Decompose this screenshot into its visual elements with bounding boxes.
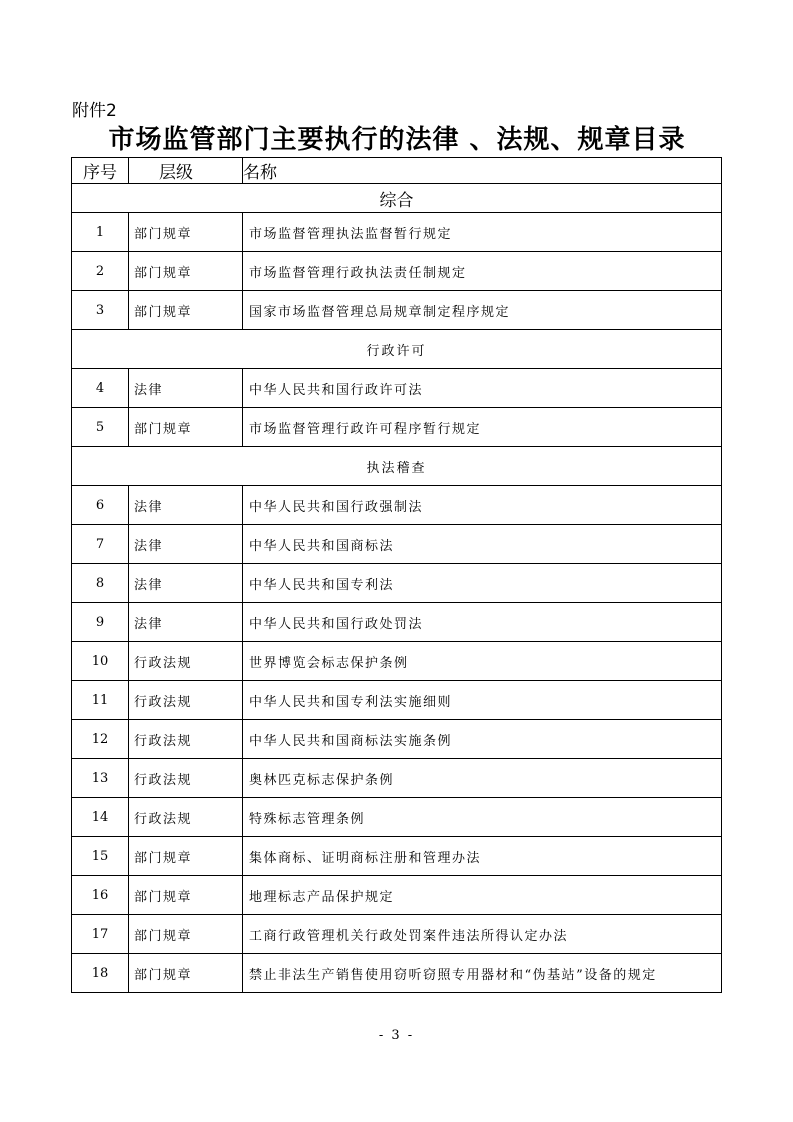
page-title: 市场监管部门主要执行的法律 、法规、规章目录 [108,125,686,155]
row-name-cell: 地理标志产品保护规定 [243,876,722,915]
row-name-cell: 工商行政管理机关行政处罚案件违法所得认定办法 [243,915,722,954]
table-body [72,184,722,993]
table-row [72,252,722,291]
regulation-catalog-table [71,157,722,993]
row-number-cell: 12 [72,720,129,759]
category-label: 执法稽查 [72,447,722,486]
table-row [72,603,722,642]
row-number-cell: 10 [72,642,129,681]
header-no: 序号 [72,158,129,184]
row-name-cell: 国家市场监督管理总局规章制定程序规定 [243,291,722,330]
row-level-cell: 行政法规 [129,720,243,759]
category-row [72,184,722,213]
row-level-cell: 法律 [129,564,243,603]
attachment-label: 附件2 [72,101,117,121]
row-number-cell: 18 [72,954,129,993]
table-row [72,564,722,603]
row-number-cell: 17 [72,915,129,954]
category-label: 行政许可 [72,330,722,369]
row-name-cell: 中华人民共和国专利法实施细则 [243,681,722,720]
row-number-cell: 11 [72,681,129,720]
row-number-cell: 14 [72,798,129,837]
row-level-cell: 部门规章 [129,954,243,993]
row-name-cell: 中华人民共和国行政处罚法 [243,603,722,642]
row-number-cell: 4 [72,369,129,408]
row-name-cell: 禁止非法生产销售使用窃听窃照专用器材和“伪基站”设备的规定 [243,954,722,993]
row-name-cell: 中华人民共和国商标法 [243,525,722,564]
header-level: 层级 [129,158,243,184]
table-row [72,291,722,330]
row-name-cell: 中华人民共和国专利法 [243,564,722,603]
row-number-cell: 16 [72,876,129,915]
table-row [72,915,722,954]
table-row [72,720,722,759]
row-level-cell: 法律 [129,525,243,564]
row-number-cell: 13 [72,759,129,798]
row-name-cell: 市场监督管理行政执法责任制规定 [243,252,722,291]
row-level-cell: 部门规章 [129,213,243,252]
row-number-cell: 7 [72,525,129,564]
row-name-cell: 奥林匹克标志保护条例 [243,759,722,798]
row-name-cell: 市场监督管理行政许可程序暂行规定 [243,408,722,447]
row-number-cell: 15 [72,837,129,876]
row-level-cell: 部门规章 [129,252,243,291]
row-level-cell: 部门规章 [129,408,243,447]
category-row [72,330,722,369]
table-row [72,759,722,798]
row-name-cell: 集体商标、证明商标注册和管理办法 [243,837,722,876]
row-level-cell: 部门规章 [129,876,243,915]
row-number-cell: 2 [72,252,129,291]
table-row [72,369,722,408]
row-level-cell: 行政法规 [129,642,243,681]
row-level-cell: 部门规章 [129,837,243,876]
row-name-cell: 世界博览会标志保护条例 [243,642,722,681]
table-row [72,642,722,681]
row-level-cell: 行政法规 [129,759,243,798]
row-number-cell: 6 [72,486,129,525]
table-row [72,681,722,720]
table-row [72,837,722,876]
row-number-cell: 8 [72,564,129,603]
table-header-row [72,158,722,184]
table-row [72,954,722,993]
row-level-cell: 行政法规 [129,798,243,837]
table-row [72,876,722,915]
row-level-cell: 法律 [129,486,243,525]
row-level-cell: 部门规章 [129,915,243,954]
page-number: - 3 - [378,1028,415,1043]
row-name-cell: 特殊标志管理条例 [243,798,722,837]
table-row [72,525,722,564]
row-level-cell: 部门规章 [129,291,243,330]
row-name-cell: 中华人民共和国行政强制法 [243,486,722,525]
row-name-cell: 中华人民共和国商标法实施条例 [243,720,722,759]
row-number-cell: 3 [72,291,129,330]
header-name: 名称 [243,158,722,184]
row-level-cell: 法律 [129,603,243,642]
category-label: 综合 [72,184,722,213]
table-row [72,486,722,525]
table-row [72,798,722,837]
table-row [72,408,722,447]
row-name-cell: 市场监督管理执法监督暂行规定 [243,213,722,252]
row-level-cell: 行政法规 [129,681,243,720]
row-level-cell: 法律 [129,369,243,408]
row-name-cell: 中华人民共和国行政许可法 [243,369,722,408]
row-number-cell: 5 [72,408,129,447]
table-row [72,213,722,252]
row-number-cell: 1 [72,213,129,252]
row-number-cell: 9 [72,603,129,642]
category-row [72,447,722,486]
